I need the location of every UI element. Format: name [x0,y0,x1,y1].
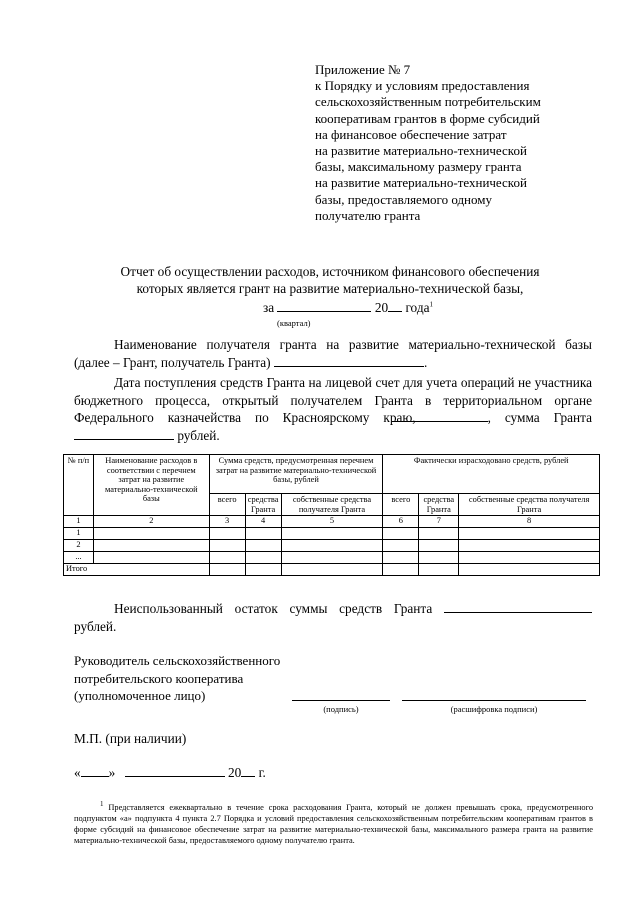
table-cell[interactable] [209,540,245,552]
footnote-mark: 1 [100,800,104,808]
day-field[interactable] [81,764,109,777]
appendix-line: на финансовое обеспечение затрат [315,126,507,142]
table-cell[interactable] [245,552,281,564]
stamp-note: М.П. (при наличии) [74,731,187,746]
appendix-line: на развитие материально-технической [315,143,527,159]
report-title-line: которых является грант на развитие материально-технической базы, [136,280,524,296]
signature-block [74,652,280,705]
header-planned: Сумма средств, предусмотренная перечнем затрат на развитие материально-технической базы, рублей [209,455,383,494]
appendix-line: кооперативам грантов в форме субсидий [315,110,540,126]
report-title-line: Отчет об осуществлении расходов, источником финансового обеспечения [120,264,540,279]
table-cell[interactable] [245,564,281,576]
table-cell[interactable] [209,552,245,564]
footnote-text: Представляется ежеквартально в течение срока расходования Гранта, который не должен превышать срока, предусмотренного подпунктом «а» подпункта 4 пункта 2.7 Порядка и условий предоставления сельскохозяйственным потребительским кооперативам грантов в форме субсидий на финансовое обеспечение затрат на развитие материально-технической базы, максимального размера гранта на развитие материально-технической базы, предоставляемого одному получателю гранта. [74,802,594,846]
header-actual-grant: средства Гранта [419,494,459,516]
header-actual-own: собственные средства получателя Гранта [459,494,600,516]
header-planned-own: собственные средства получателя Гранта [281,494,383,516]
column-number: 2 [93,516,209,528]
rubles-label: рублей. [177,427,220,443]
recipient-name-field[interactable] [274,354,424,367]
period-mark: . [423,354,428,370]
period-line [263,299,433,316]
month-field[interactable] [125,764,225,777]
table-cell[interactable] [383,552,419,564]
receipt-date-paragraph [74,374,592,444]
grant-sum-label: , сумма Гранта [487,410,592,425]
footnote [74,799,593,847]
header-num: № п/п [64,455,94,516]
appendix-line: Приложение № 7 [315,62,411,77]
column-number: 6 [383,516,419,528]
grant-sum-field[interactable] [74,427,174,440]
open-quote: « [74,765,81,780]
period-suffix: года [405,300,430,315]
table-cell[interactable] [383,564,419,576]
table-cell[interactable] [459,552,600,564]
appendix-line: получателю гранта [315,207,421,223]
remainder-rubles: рублей. [74,618,117,634]
appendix-line: к Порядку и условиям предоставления [315,78,530,94]
receipt-date-field[interactable] [392,409,488,422]
signer-title-line: потребительского кооператива [74,670,244,686]
table-cell[interactable] [459,540,600,552]
table-cell[interactable] [93,540,209,552]
table-cell[interactable] [209,528,245,540]
total-row [64,564,600,576]
row-number: ... [64,552,94,564]
signature-field[interactable] [292,700,390,701]
signature-decode-caption: (расшифровка подписи) [450,704,538,714]
table-row [64,528,600,540]
close-quote: » [108,765,116,780]
remainder-paragraph [74,600,592,635]
table-row [64,540,600,552]
table-cell[interactable] [281,564,383,576]
remainder-field[interactable] [444,600,592,613]
total-label: Итого [64,564,210,576]
quarter-field[interactable] [277,299,371,312]
year-field[interactable] [388,299,402,312]
table-cell[interactable] [419,552,459,564]
table-cell[interactable] [93,552,209,564]
column-number: 7 [419,516,459,528]
period-prefix: за [263,300,275,315]
header-actual: Фактически израсходовано средств, рублей [383,455,600,494]
table-cell[interactable] [419,540,459,552]
table-cell[interactable] [459,564,600,576]
date-year: 20 [227,765,242,780]
appendix-header [315,62,615,224]
table-cell[interactable] [383,540,419,552]
table-cell[interactable] [419,528,459,540]
signature-caption: (подпись) [323,704,359,714]
column-number: 3 [209,516,245,528]
appendix-line: базы, максимальному размеру гранта [315,159,522,175]
signature-decode-field[interactable] [402,700,586,701]
table-cell[interactable] [245,540,281,552]
header-planned-total: всего [209,494,245,516]
header-expense-name: Наименование расходов в соответствии с перечнем затрат на развитие материально-технической базы [93,455,209,516]
table-cell[interactable] [281,552,383,564]
period-year: 20 [374,300,389,315]
table-cell[interactable] [419,564,459,576]
table-cell[interactable] [245,528,281,540]
table-row [64,552,600,564]
remainder-text: Неиспользованный остаток суммы средств Гранта [114,601,433,616]
date-suffix: г. [258,765,266,780]
table-cell[interactable] [281,540,383,552]
recipient-name-text: Наименование получателя гранта на развитие материально-технической базы (далее – Грант, получатель Гранта) [74,337,592,370]
table-cell[interactable] [459,528,600,540]
expenses-table [63,454,600,576]
appendix-line: на развитие материально-технической [315,175,527,191]
report-title [60,264,600,297]
row-number: 2 [64,540,94,552]
header-actual-total: всего [383,494,419,516]
column-numbers-row [64,516,600,528]
row-number: 1 [64,528,94,540]
date-year-field[interactable] [241,764,255,777]
date-line [74,764,266,781]
signer-title-line: (уполномоченное лицо) [74,688,206,703]
column-number: 1 [64,516,94,528]
table-cell[interactable] [383,528,419,540]
column-number: 5 [281,516,383,528]
receipt-date-text: Дата поступления средств Гранта на лицевой счет для учета операций не участника бюджетного процесса, открытый получателем Гранта в территориальном органе Федерального казначейства по Красноярскому краю, [74,375,592,425]
table-cell[interactable] [209,564,245,576]
signer-title-line: Руководитель сельскохозяйственного [74,653,281,668]
column-number: 8 [459,516,600,528]
footnote-ref: 1 [429,300,433,309]
header-planned-grant: средства Гранта [245,494,281,516]
appendix-line: сельскохозяйственным потребительским [315,94,541,110]
recipient-name-paragraph [74,336,592,371]
table-cell[interactable] [281,528,383,540]
table-cell[interactable] [93,528,209,540]
appendix-line: базы, предоставляемого одному [315,191,492,207]
quarter-label: (квартал) [277,318,311,328]
column-number: 4 [245,516,281,528]
